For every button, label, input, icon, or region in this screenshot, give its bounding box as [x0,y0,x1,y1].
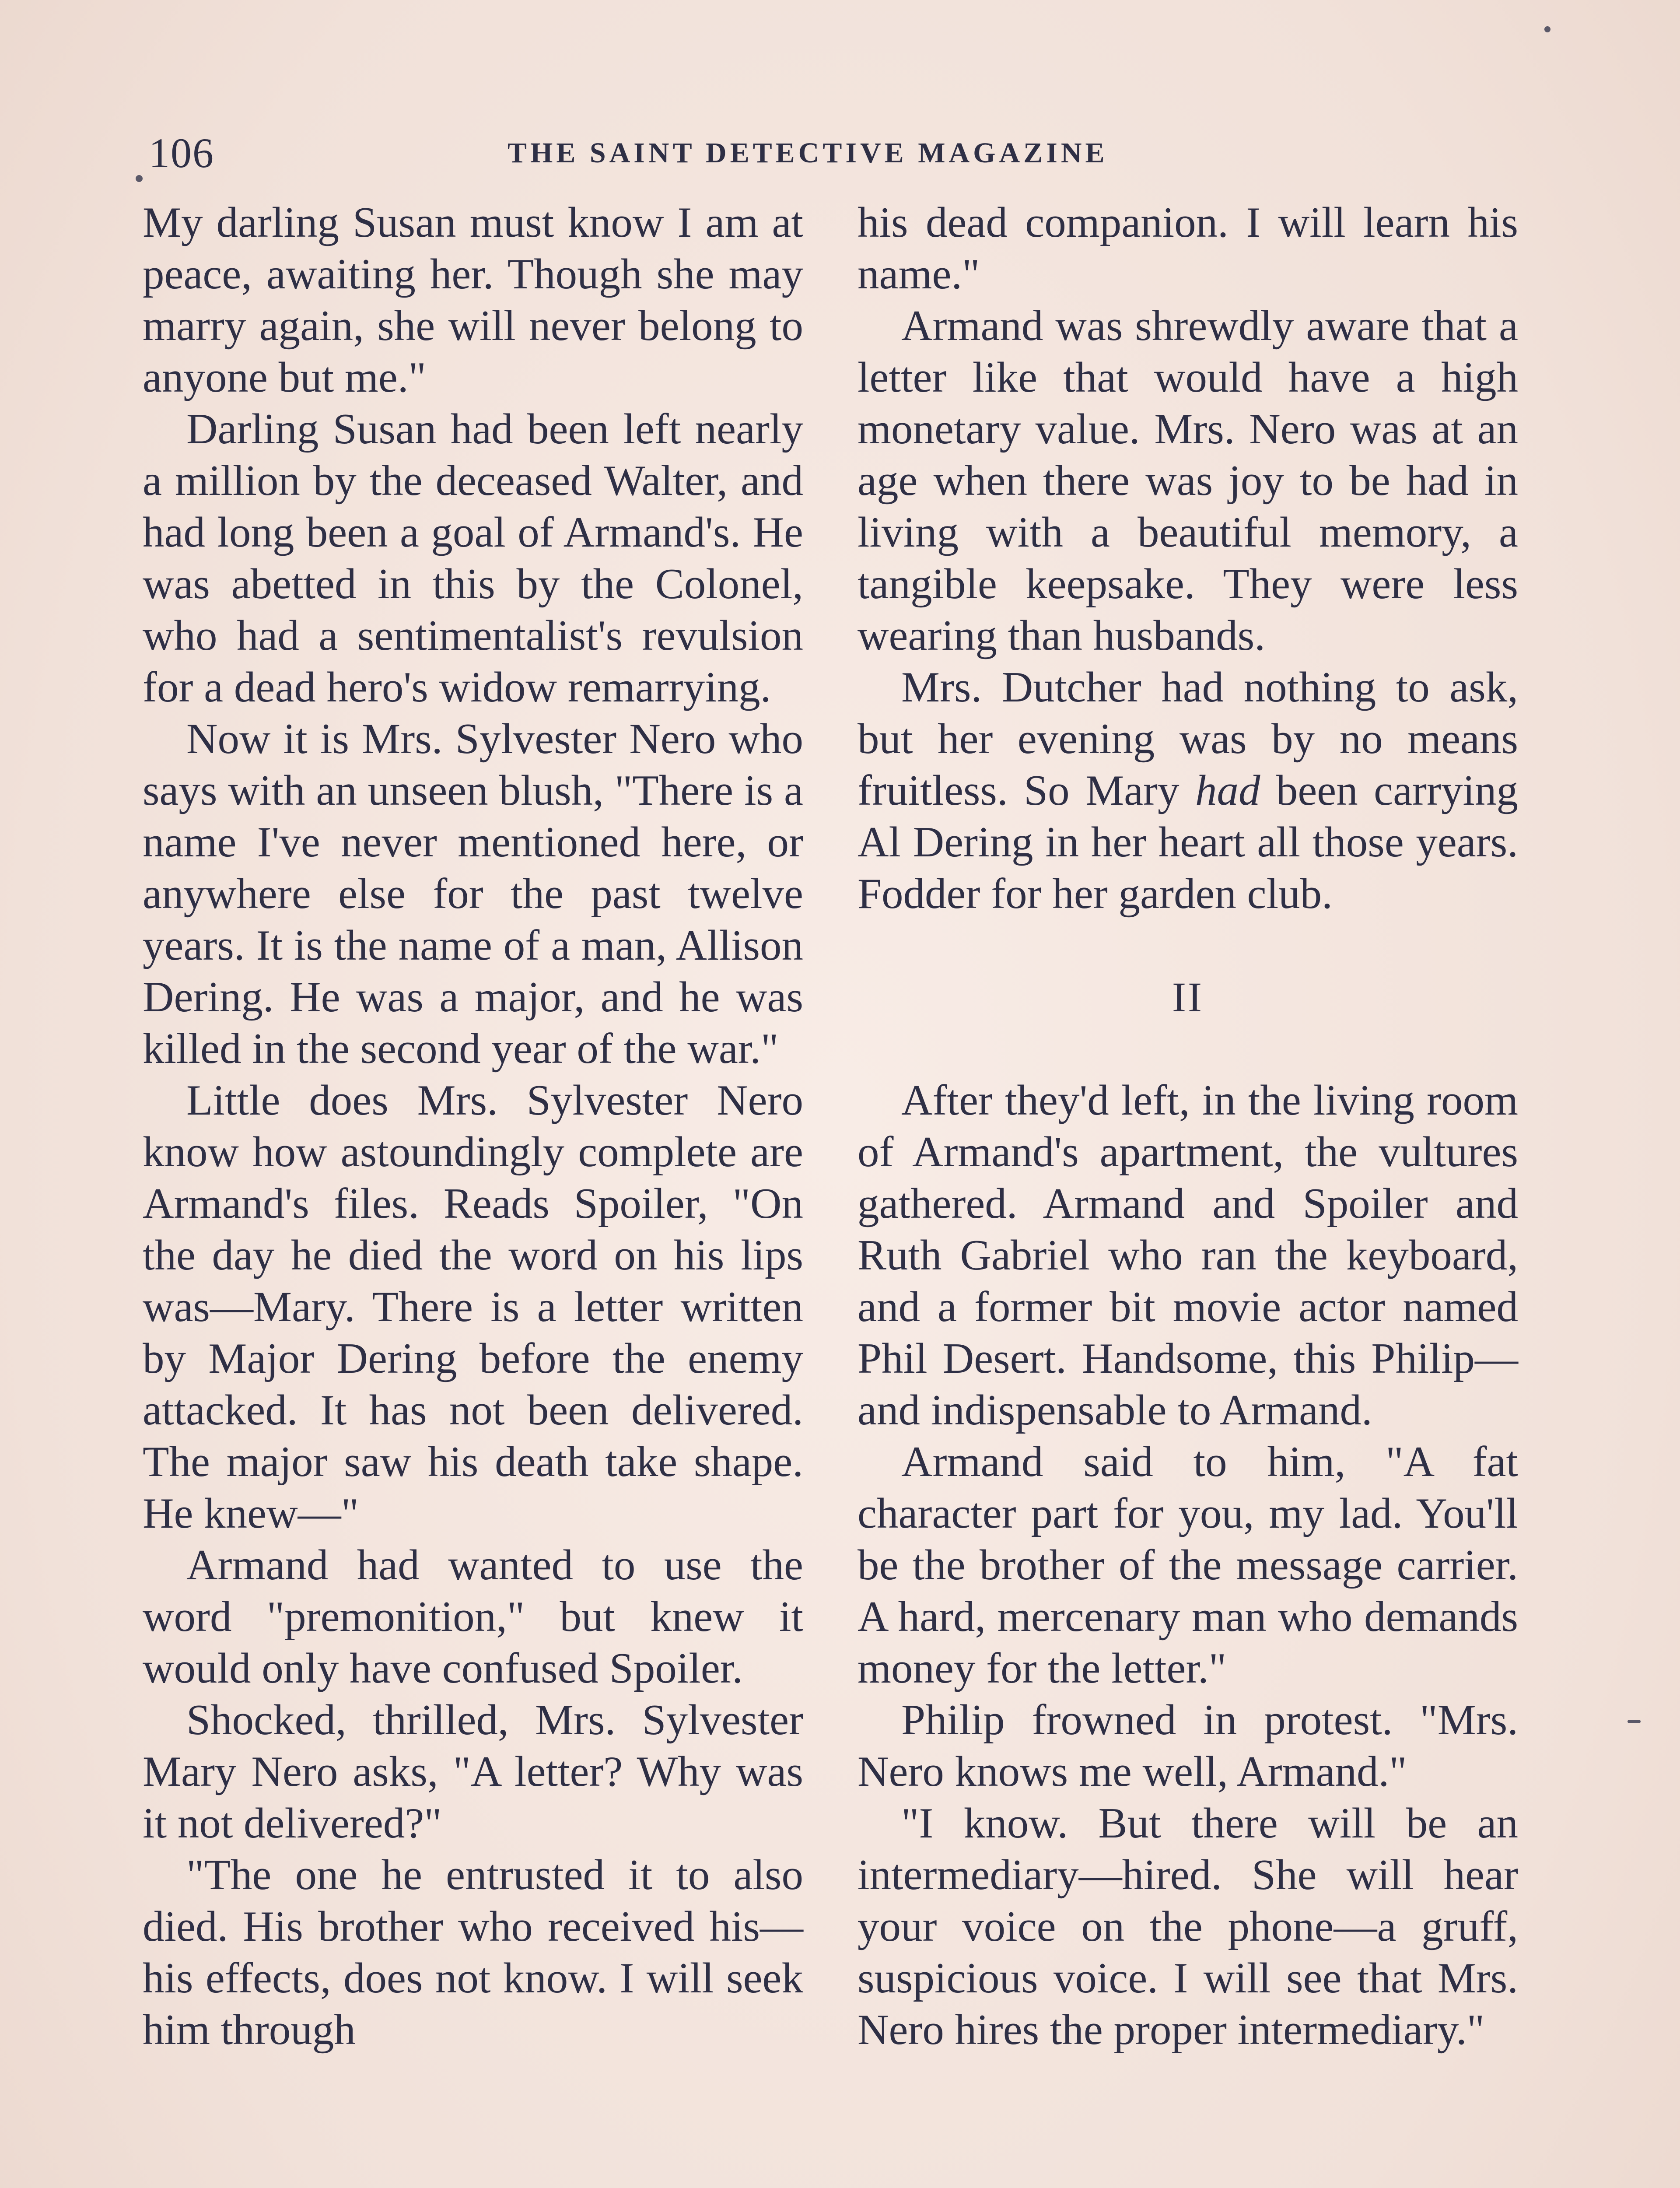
section-heading: II [1172,974,1204,1020]
paragraph: Armand was shrewdly aware that a letter like that would have a high monetary value. Mrs. Nero was at an age when there was joy to be had in living with a beautiful memory, a tangible keepsake. They were less wearing than husbands. [858,302,1518,659]
paragraph-text: been carrying Al Dering in her heart all those years. Fodder for her garden club. [858,767,1518,918]
paragraph: Shocked, thrilled, Mrs. Sylvester Mary Nero asks, "A letter? Why was it not delivered?" [143,1696,803,1847]
paragraph: "I know. But there will be an intermediary—hired. She will hear your voice on the phone—a gruff, suspicious voice. I will see that Mrs. Nero hires the proper intermediary." [858,1799,1518,2054]
page-header [149,127,1540,179]
paragraph: After they'd left, in the living room of Armand's apartment, the vultures gathered. Armand and Spoiler and Ruth Gabriel who ran the keyboard, and a former bit movie actor named Phil Desert. Handsome, this Philip—and indispensable to Armand. [858,1076,1518,1434]
paragraph: his dead companion. I will learn his name." [858,199,1518,298]
running-head: THE SAINT DETECTIVE MAGAZINE [508,137,1108,169]
paper-speck [1628,1720,1641,1723]
paragraph: "The one he entrusted it to also died. His brother who received his—his effects, does not know. I will seek him through [143,1851,803,2054]
paragraph: Little does Mrs. Sylvester Nero know how astoundingly complete are Armand's files. Reads Spoiler, "On the day he died the word on his lips was—Mary. There is a letter written by Major Dering before the enemy attacked. It has not been delivered. The major saw his death take shape. He knew—" [143,1076,803,1537]
paper-speck [136,175,143,182]
paragraph: My darling Susan must know I am at peace, awaiting her. Though she may marry again, she will never belong to anyone but me." [143,199,803,401]
paragraph-text: Mrs. Dutcher had nothing to ask, but her evening was by no means fruitless. So Mary [858,663,1518,814]
paragraph: Philip frowned in protest. "Mrs. Nero knows me well, Armand." [858,1696,1518,1795]
page-number: 106 [149,130,214,176]
right-column [858,197,1518,2056]
paragraph: Armand had wanted to use the word "premonition," but knew it would only have confused Spoiler. [143,1541,803,1692]
paragraph: Armand said to him, "A fat character part for you, my lad. You'll be the brother of the message carrier. A hard, mercenary man who demands money for the letter." [858,1438,1518,1692]
paragraph [858,662,1518,920]
paper-speck [1544,26,1550,32]
left-column [143,197,803,2056]
paragraph: Now it is Mrs. Sylvester Nero who says with an unseen blush, "There is a name I've never mentioned here, or anywhere else for the past twelve years. It is the name of a man, Allison Dering. He was a major, and he was killed in the second year of the war." [143,715,803,1073]
paragraph: Darling Susan had been left nearly a million by the deceased Walter, and had long been a goal of Armand's. He was abetted in this by the Colonel, who had a sentimentalist's revulsion for a dead hero's widow remarrying. [143,405,803,711]
emphasis-text: had [1195,767,1260,814]
